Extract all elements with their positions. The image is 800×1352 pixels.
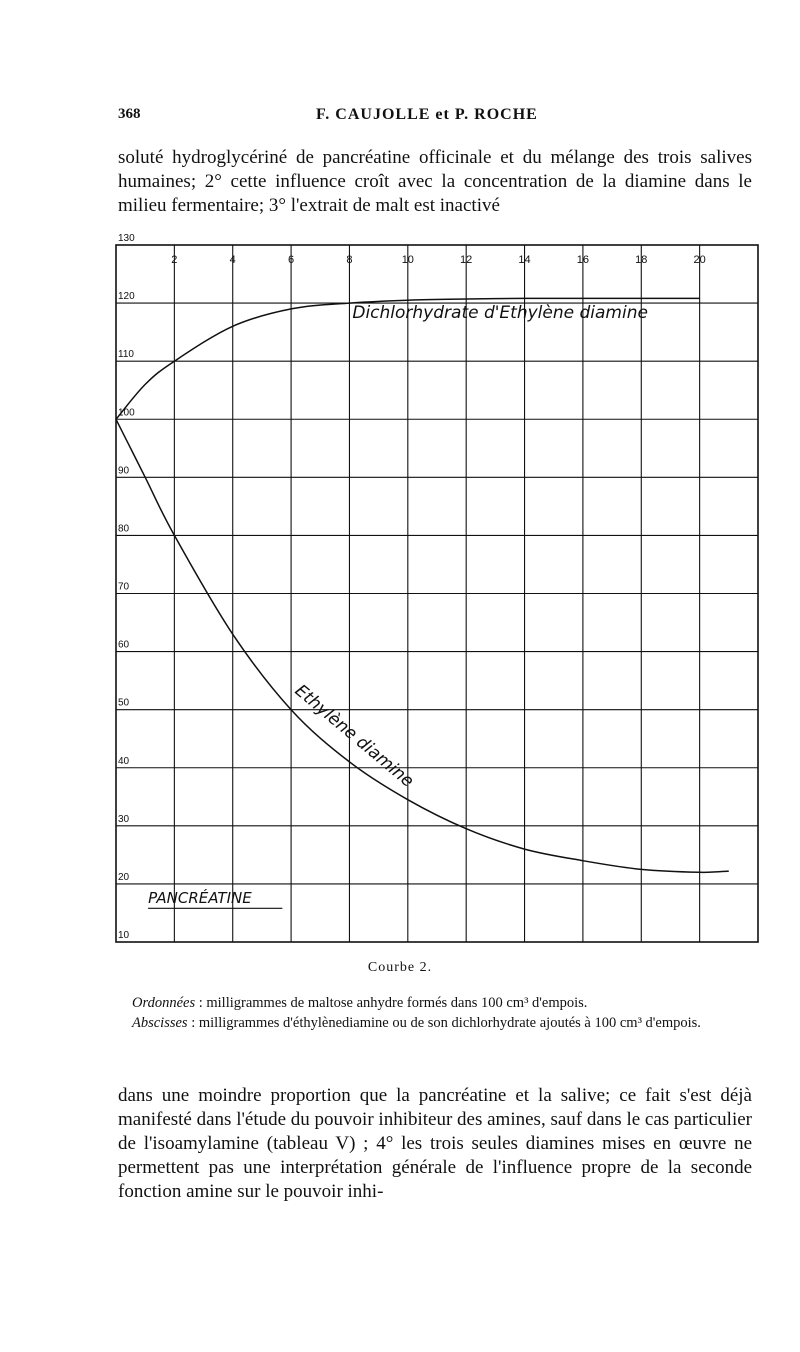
y-tick-label: 30: [118, 813, 130, 825]
y-tick-label: 40: [118, 755, 130, 767]
caption-ordonnees-label: Ordonnées: [132, 995, 196, 1011]
series-label-dichlorhydrate: Dichlorhydrate d'Ethylène diamine: [352, 303, 648, 324]
x-tick-label: 20: [693, 254, 706, 266]
caption-abscisses: [118, 1014, 752, 1032]
x-tick-label: 6: [288, 254, 295, 266]
y-tick-label: 100: [118, 407, 135, 419]
annotation-pancreatine: PANCRÉATINE: [148, 889, 252, 908]
y-tick-label: 90: [118, 465, 130, 477]
paragraph-bottom: [118, 1084, 752, 1204]
page-header: [0, 106, 800, 130]
series-line-dichlorhydrate: [116, 298, 700, 419]
page-number: 368: [118, 106, 141, 122]
x-tick-label: 18: [635, 254, 648, 266]
caption-title: Courbe 2.: [367, 960, 433, 975]
series-label-ethylene-diamine: Ethylène diamine: [290, 680, 418, 792]
y-tick-label: 20: [118, 871, 130, 883]
x-tick-label: 10: [401, 254, 414, 266]
x-tick-label: 12: [460, 254, 473, 266]
x-tick-label: 16: [576, 254, 590, 266]
y-tick-label: 50: [118, 697, 130, 709]
y-tick-label: 120: [118, 291, 135, 303]
y-tick-label: 80: [118, 523, 130, 535]
x-tick-label: 14: [518, 254, 531, 266]
paragraph-top: [118, 146, 752, 218]
running-head: F. CAUJOLLE et P. ROCHE: [316, 106, 538, 123]
caption-ordonnees: [118, 994, 752, 1012]
x-tick-label: 4: [229, 254, 236, 266]
y-tick-label: 130: [118, 233, 135, 244]
caption-ordonnees-text: : milligrammes de maltose anhydre formés dans 100 cm³ d'empois.: [195, 995, 588, 1011]
y-tick-label: 110: [118, 349, 134, 361]
caption-abscisses-label: Abscisses: [132, 1015, 188, 1031]
x-tick-label: 8: [346, 254, 353, 266]
y-tick-label: 70: [118, 581, 130, 593]
caption-abscisses-text: : milligrammes d'éthylènediamine ou de son dichlorhydrate ajoutés à 100 cm³ d'empois.: [187, 1015, 701, 1031]
paragraph-top-text: soluté hydroglycériné de pancréatine officinale et du mélange des trois salives humaines; 2° cette influence croît avec la concentration de la diamine dans le milieu fermentaire; 3° l'extrait de malt est inactivé: [118, 147, 752, 216]
y-tick-label: 10: [118, 930, 130, 941]
y-tick-label: 60: [118, 639, 130, 651]
x-tick-label: 2: [171, 254, 178, 266]
series-line-ethylene-diamine: [116, 419, 729, 872]
paragraph-bottom-text: dans une moindre proportion que la pancréatine et la salive; ce fait s'est déjà manifesté dans l'étude du pouvoir inhibiteur des amines, sauf dans le cas particulier de l'isoamylamine (tableau V) ; 4° les trois seules diamines mises en œuvre ne permettent pas une interprétation générale de l'influence propre de la seconde fonction amine sur le pouvoir inhi-: [118, 1085, 752, 1202]
plot-frame: [116, 245, 758, 942]
